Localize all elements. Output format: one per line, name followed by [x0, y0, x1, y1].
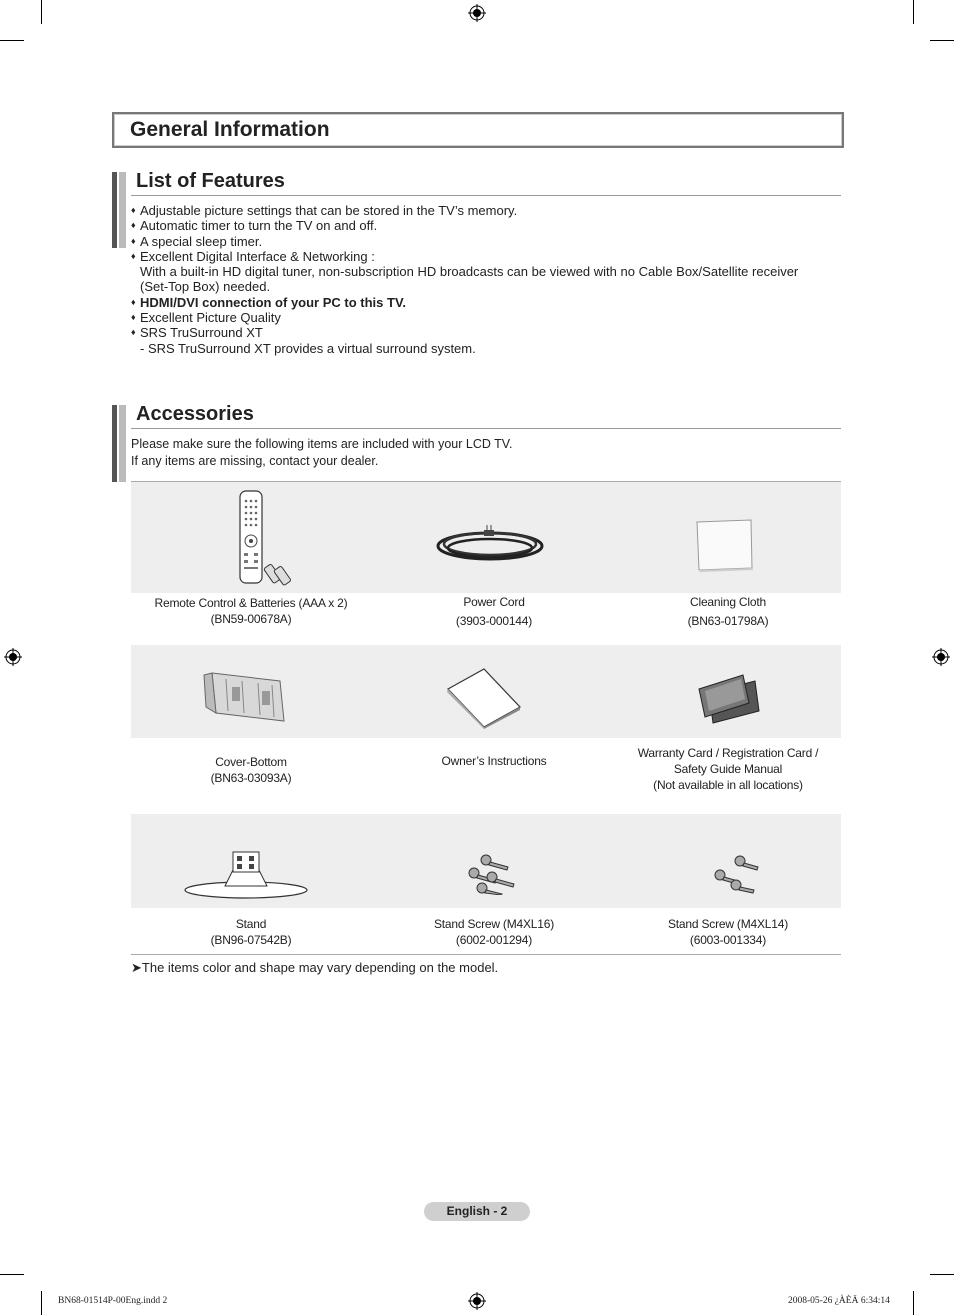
- crop-mark: [930, 40, 954, 41]
- list-item: ♦ Excellent Digital Interface & Networking :: [131, 248, 375, 264]
- accessory-caption: Power Cord (3903-000144): [455, 595, 533, 628]
- accessory-caption: Stand Screw (M4XL14) (6003-001334): [667, 917, 789, 947]
- crop-mark: [41, 1291, 42, 1315]
- accessory-caption: Cleaning Cloth (BN63-01798A): [687, 595, 769, 628]
- divider: [131, 954, 841, 955]
- divider: [131, 428, 841, 429]
- crop-mark: [913, 1291, 914, 1315]
- footer-timestamp: 2008-05-26 ¿ÀÈÄ 6:34:14: [788, 1296, 890, 1306]
- crop-mark: [0, 1274, 24, 1275]
- stand-icon: [183, 848, 309, 900]
- crop-mark: [41, 0, 42, 24]
- general-information-header: [112, 112, 844, 148]
- accessory-caption: Owner’s Instructions: [441, 754, 547, 768]
- page-number-badge: English - 2: [424, 1202, 530, 1221]
- crop-mark: [930, 1274, 954, 1275]
- screw-icon: [710, 855, 762, 895]
- cleaning-cloth-icon: [693, 518, 755, 572]
- page-title: General Information: [130, 118, 330, 141]
- list-item-detail: - SRS TruSurround XT provides a virtual surround system.: [140, 340, 476, 356]
- cover-bottom-icon: [202, 667, 288, 725]
- features-list: [131, 203, 841, 356]
- cards-icon: [697, 673, 761, 725]
- registration-mark-icon: [932, 648, 950, 666]
- remote-control-icon: [232, 489, 294, 587]
- list-item-detail: With a built-in HD digital tuner, non-subscription HD broadcasts can be viewed with no Cable Box/Satellite receiver: [140, 264, 799, 280]
- accessory-caption: Warranty Card / Registration Card / Safety Guide Manual (Not available in all locations): [637, 746, 819, 792]
- crop-mark: [913, 0, 914, 24]
- accessory-caption: Stand Screw (M4XL16) (6002-001294): [433, 917, 555, 947]
- list-item-detail: (Set-Top Box) needed.: [140, 279, 271, 295]
- list-item: ♦ Adjustable picture settings that can be stored in the TV’s memory.: [131, 203, 518, 218]
- list-item: ♦ Excellent Picture Quality: [131, 310, 281, 326]
- accessory-caption: Remote Control & Batteries (AAA x 2) (BN59-00678A): [154, 596, 348, 626]
- features-title: List of Features: [136, 170, 285, 192]
- accessories-intro: Please make sure the following items are included with your LCD TV. If any items are missing, contact your dealer.: [131, 437, 513, 468]
- registration-mark-icon: [468, 4, 486, 22]
- note-arrow-icon: ➤: [131, 960, 142, 975]
- manual-icon: [444, 665, 524, 729]
- power-cord-icon: [432, 522, 548, 568]
- accessory-caption: Stand (BN96-07542B): [210, 917, 292, 947]
- registration-mark-icon: [468, 1292, 486, 1310]
- list-item: ♦ Automatic timer to turn the TV on and off.: [131, 218, 378, 234]
- list-item: ♦ HDMI/DVI connection of your PC to this TV.: [131, 294, 407, 310]
- crop-mark: [0, 40, 24, 41]
- divider: [131, 195, 841, 196]
- footer-file-name: BN68-01514P-00Eng.indd 2: [58, 1296, 168, 1306]
- note: ➤The items color and shape may vary depending on the model.: [131, 960, 499, 975]
- accessory-caption: Cover-Bottom (BN63-03093A): [210, 755, 292, 785]
- accessories-title: Accessories: [136, 403, 254, 425]
- registration-mark-icon: [4, 648, 22, 666]
- screw-icon: [464, 853, 520, 895]
- list-item: ♦ SRS TruSurround XT: [131, 325, 263, 341]
- list-item: ♦ A special sleep timer.: [131, 233, 263, 249]
